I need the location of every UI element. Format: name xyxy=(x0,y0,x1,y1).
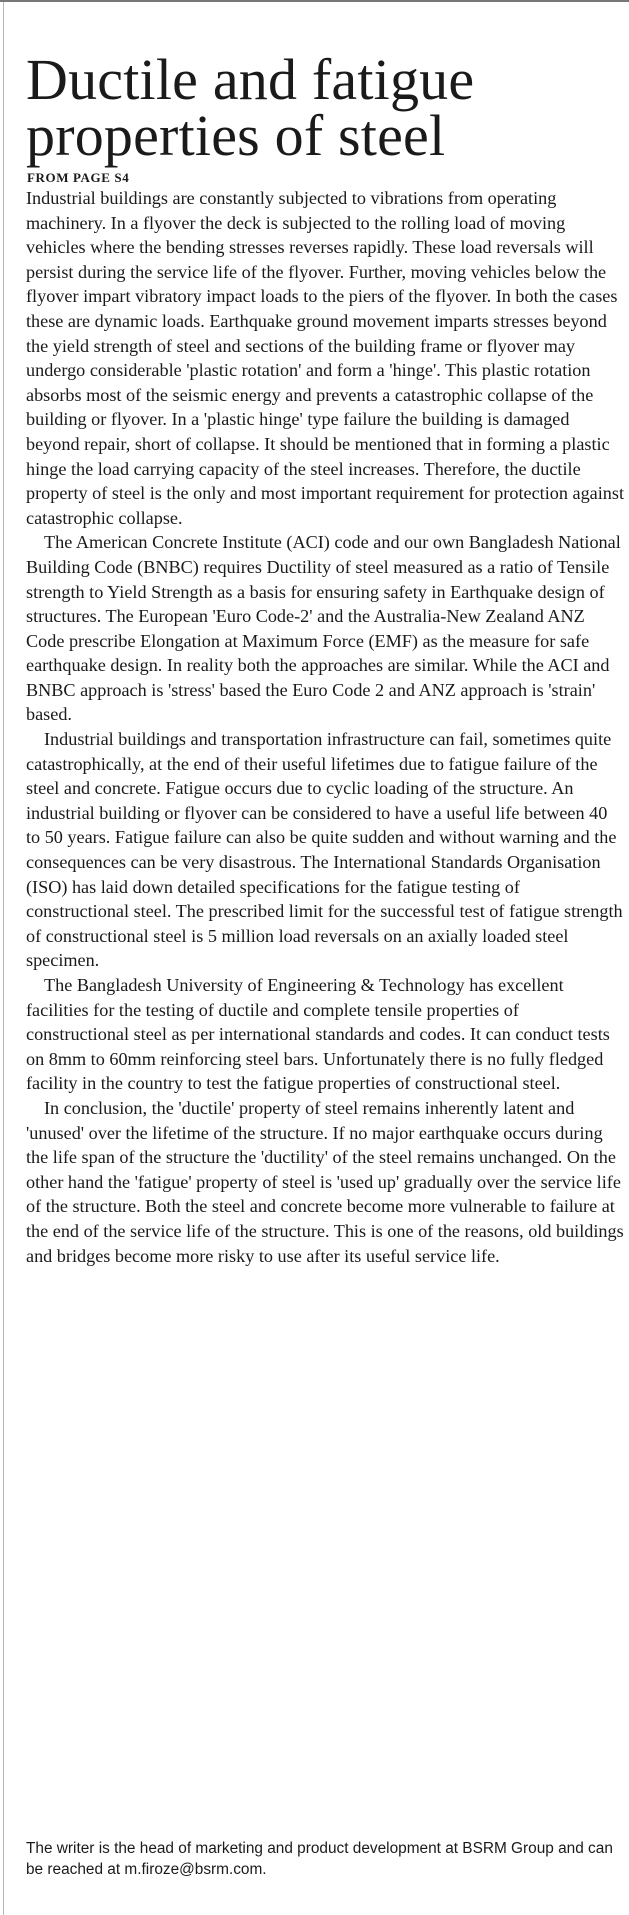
paragraph-3: Industrial buildings and transportation infrastructure can fail, sometimes quite catastrophically, at the end of their useful lifetimes due to fatigue failure of the steel and concrete. Fatigue occurs due to cyclic loading of the structure. An industrial building or flyover can be considered to have a useful life between 40 to 50 years. Fatigue failure can also be quite sudden and without warning and the consequences can be very disastrous. The International Standards Organisation (ISO) has laid down detailed specifications for the fatigue testing of constructional steel. The prescribed limit for the successful test of fatigue strength of constructional steel is 5 million load reversals on an axially loaded steel specimen. xyxy=(26,729,623,971)
from-page-label: FROM PAGE S4 xyxy=(27,170,130,185)
headline-line-2: properties of steel xyxy=(26,103,446,168)
paragraph-2: The American Concrete Institute (ACI) code and our own Bangladesh National Building Code (BNBC) requires Ductility of steel measured as a ratio of Tensile strength to Yield Strength as a basis for ensuring safety in Earthquake design of structures. The European 'Euro Code-2' and the Australia-New Zealand ANZ Code prescribe Elongation at Maximum Force (EMF) as the measure for safe earthquake design. In reality both the approaches are similar. While the ACI and BNBC approach is 'stress' based the Euro Code 2 and ANZ approach is 'strain' based. xyxy=(26,532,621,725)
top-rule xyxy=(0,0,629,2)
article-body xyxy=(18,186,624,1268)
paragraph-4: The Bangladesh University of Engineering & Technology has excellent facilities for the testing of ductile and complete tensile properties of constructional steel as per international standards and codes. It can conduct tests on 8mm to 60mm reinforcing steel bars. Unfortunately there is no fully fledged facility in the country to test the fatigue properties of constructional steel. xyxy=(26,975,610,1094)
author-note: The writer is the head of marketing and product development at BSRM Group and can be reached at m.firoze@bsrm.com. xyxy=(26,1840,613,1878)
paragraph-5: In conclusion, the 'ductile' property of steel remains inherently latent and 'unused' over the lifetime of the structure. If no major earthquake occurs during the life span of the structure the 'ductility' of the steel remains unchanged. On the other hand the 'fatigue' property of steel is 'used up' gradually over the service life of the structure. Both the steel and concrete become more vulnerable to failure at the end of the service life of the structure. This is one of the reasons, old buildings and bridges become more risky to use after its useful service life. xyxy=(26,1097,624,1266)
headline xyxy=(26,47,624,168)
paragraph-1: Industrial buildings are constantly subjected to vibrations from operating machinery. In a flyover the deck is subjected to the rolling load of moving vehicles where the bending stresses reverses rapidly. These load reversals will persist during the service life of the flyover. Further, moving vehicles below the flyover impart vibratory impact loads to the piers of the flyover. In both the cases these are dynamic loads. Earthquake ground movement imparts stresses beyond the yield strength of steel and sections of the building frame or flyover may undergo considerable 'plastic rotation' and form a 'hinge'. This plastic rotation absorbs most of the seismic energy and prevents a catastrophic collapse of the building or flyover. In a 'plastic hinge' type failure the building is damaged beyond repair, short of collapse. It should be mentioned that in forming a plastic hinge the load carrying capacity of the steel increases. Therefore, the ductile property of steel is the only and most important requirement for protection against catastrophic collapse. xyxy=(26,188,625,528)
article xyxy=(18,47,625,1268)
headline-line-1: Ductile and fatigue xyxy=(26,47,475,112)
column-rule xyxy=(3,2,4,1915)
